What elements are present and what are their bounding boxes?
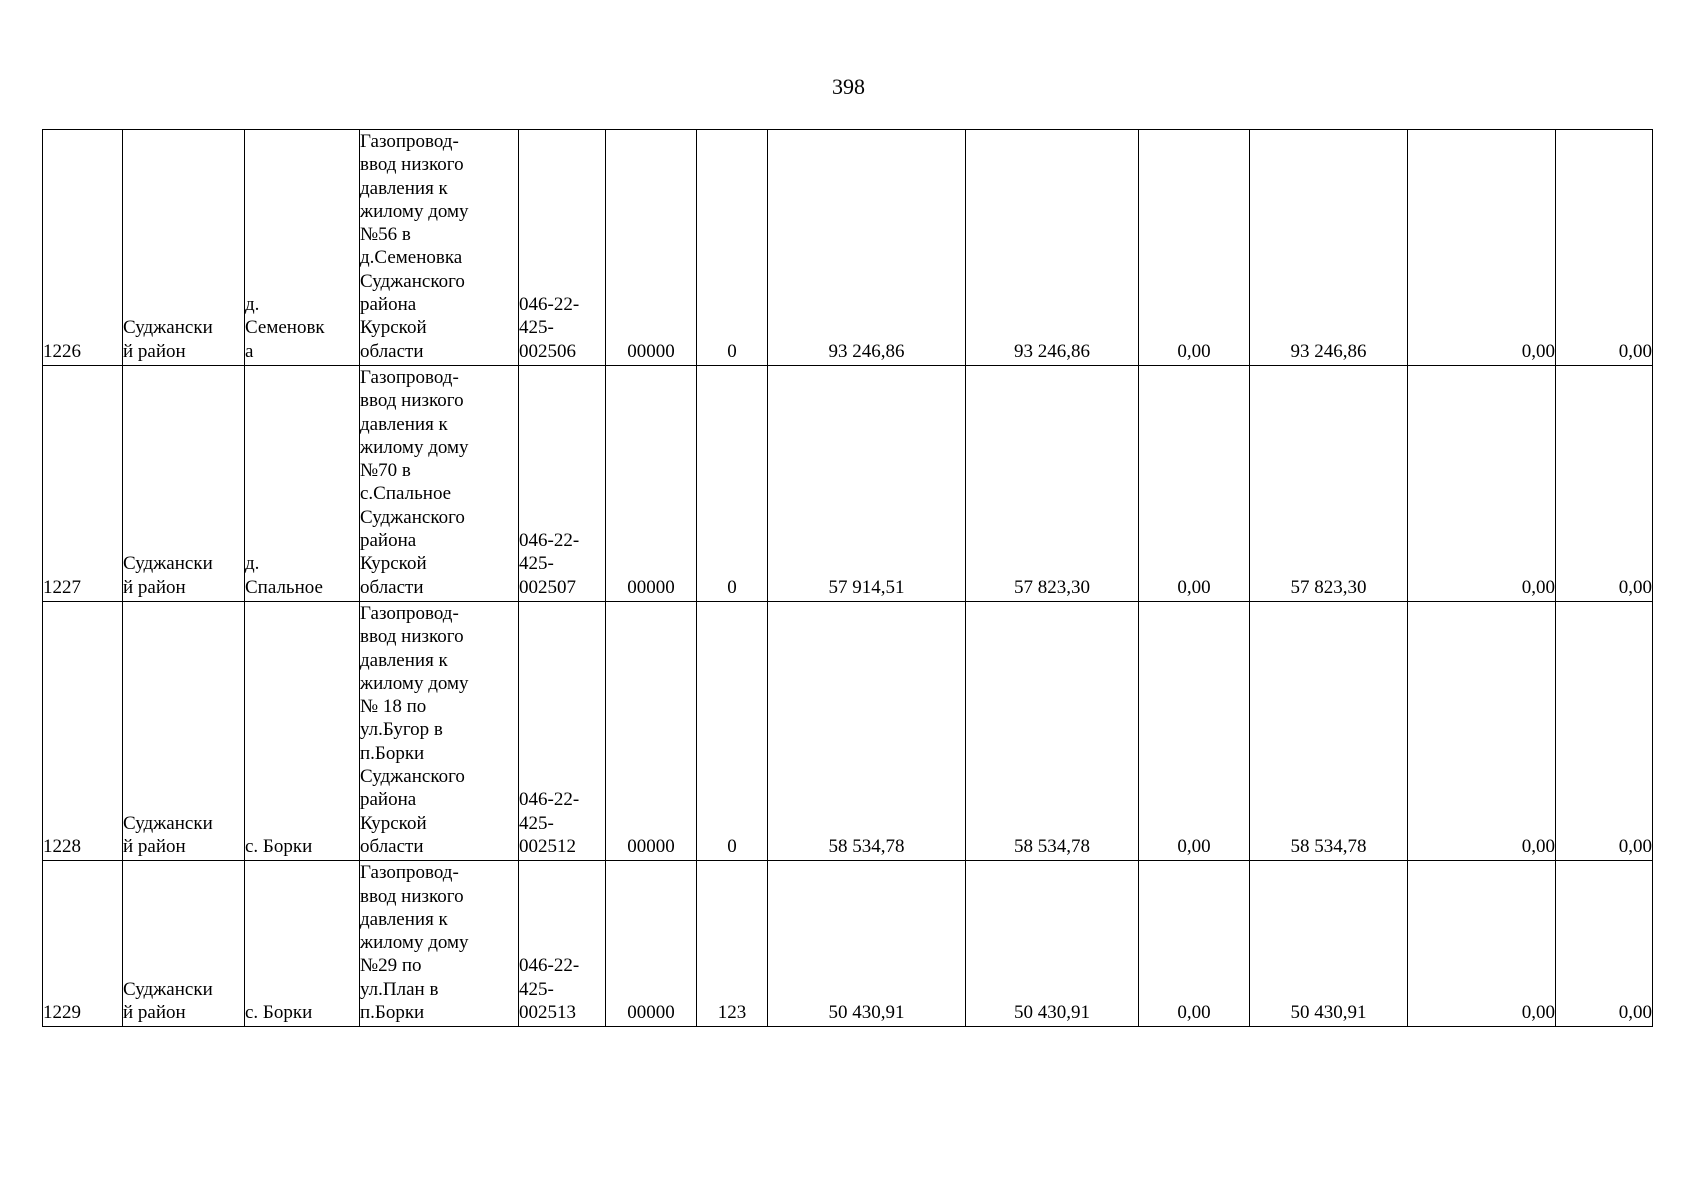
- value-cell-3: 0,00: [1139, 861, 1250, 1027]
- value-cell-2: 57 823,30: [966, 365, 1139, 601]
- value-cell-1: 58 534,78: [768, 601, 966, 860]
- value-cell-5: 0,00: [1408, 861, 1556, 1027]
- value-cell-6: 0,00: [1556, 365, 1653, 601]
- locality-cell: с. Борки: [245, 601, 360, 860]
- code-suffix-cell: 00000: [606, 861, 697, 1027]
- district-cell: Суджански й район: [123, 365, 245, 601]
- value-cell-6: 0,00: [1556, 861, 1653, 1027]
- value-cell-3: 0,00: [1139, 365, 1250, 601]
- value-cell-3: 0,00: [1139, 130, 1250, 366]
- quantity-cell: 0: [697, 601, 768, 860]
- cadastral-code-cell: 046-22- 425- 002506: [519, 130, 606, 366]
- object-name-cell: Газопровод- ввод низкого давления к жилому дому №29 по ул.План в п.Борки: [360, 861, 519, 1027]
- value-cell-2: 93 246,86: [966, 130, 1139, 366]
- value-cell-5: 0,00: [1408, 601, 1556, 860]
- row-number: 1227: [43, 365, 123, 601]
- code-suffix-cell: 00000: [606, 130, 697, 366]
- page-number: 398: [832, 74, 865, 99]
- quantity-cell: 0: [697, 130, 768, 366]
- value-cell-2: 50 430,91: [966, 861, 1139, 1027]
- code-suffix-cell: 00000: [606, 601, 697, 860]
- value-cell-3: 0,00: [1139, 601, 1250, 860]
- quantity-cell: 123: [697, 861, 768, 1027]
- cadastral-code-cell: 046-22- 425- 002513: [519, 861, 606, 1027]
- value-cell-1: 57 914,51: [768, 365, 966, 601]
- cadastral-code-cell: 046-22- 425- 002507: [519, 365, 606, 601]
- object-name-cell: Газопровод- ввод низкого давления к жилому дому №56 в д.Семеновка Суджанского района Курской области: [360, 130, 519, 366]
- value-cell-1: 50 430,91: [768, 861, 966, 1027]
- district-cell: Суджански й район: [123, 130, 245, 366]
- district-cell: Суджански й район: [123, 601, 245, 860]
- value-cell-4: 50 430,91: [1250, 861, 1408, 1027]
- value-cell-5: 0,00: [1408, 130, 1556, 366]
- table-row: [43, 601, 1653, 860]
- value-cell-1: 93 246,86: [768, 130, 966, 366]
- value-cell-6: 0,00: [1556, 130, 1653, 366]
- value-cell-5: 0,00: [1408, 365, 1556, 601]
- row-number: 1228: [43, 601, 123, 860]
- object-name-cell: Газопровод- ввод низкого давления к жилому дому № 18 по ул.Бугор в п.Борки Суджанского района Курской области: [360, 601, 519, 860]
- cadastral-code-cell: 046-22- 425- 002512: [519, 601, 606, 860]
- quantity-cell: 0: [697, 365, 768, 601]
- row-number: 1229: [43, 861, 123, 1027]
- asset-registry-table: [42, 129, 1653, 1027]
- code-suffix-cell: 00000: [606, 365, 697, 601]
- table-row: [43, 365, 1653, 601]
- locality-cell: д. Спальное: [245, 365, 360, 601]
- locality-cell: с. Борки: [245, 861, 360, 1027]
- object-name-cell: Газопровод- ввод низкого давления к жилому дому №70 в с.Спальное Суджанского района Курской области: [360, 365, 519, 601]
- row-number: 1226: [43, 130, 123, 366]
- table-row: [43, 861, 1653, 1027]
- value-cell-4: 93 246,86: [1250, 130, 1408, 366]
- district-cell: Суджански й район: [123, 861, 245, 1027]
- value-cell-4: 58 534,78: [1250, 601, 1408, 860]
- table-row: [43, 130, 1653, 366]
- locality-cell: д. Семеновк а: [245, 130, 360, 366]
- value-cell-4: 57 823,30: [1250, 365, 1408, 601]
- value-cell-2: 58 534,78: [966, 601, 1139, 860]
- value-cell-6: 0,00: [1556, 601, 1653, 860]
